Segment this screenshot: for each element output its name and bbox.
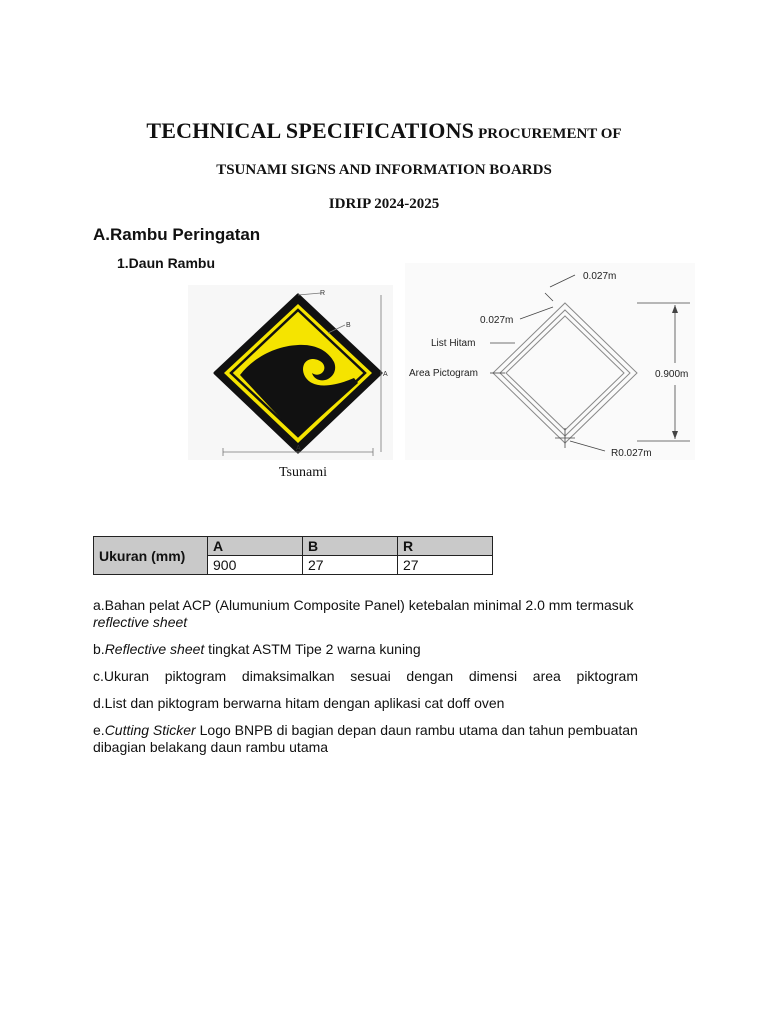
table-header-a: A bbox=[208, 537, 303, 556]
spec-item-d: d.List dan piktogram berwarna hitam dengan aplikasi cat doff oven bbox=[93, 695, 505, 711]
spec-item-a: a.Bahan pelat ACP (Alumunium Composite Panel) ketebalan minimal 2.0 mm termasuk reflective sheet bbox=[93, 597, 634, 630]
label-top-thickness: 0.027m bbox=[583, 271, 617, 282]
label-list-hitam: List Hitam bbox=[431, 338, 476, 349]
label-a-bottom: A bbox=[296, 445, 301, 452]
tsunami-sign-svg bbox=[188, 285, 393, 460]
title-line-2: TSUNAMI SIGNS AND INFORMATION BOARDS bbox=[216, 162, 552, 178]
spec-item-b: b.Reflective sheet tingkat ASTM Tipe 2 warna kuning bbox=[93, 641, 421, 657]
section-heading: A.Rambu Peringatan bbox=[93, 225, 261, 244]
label-b: B bbox=[346, 322, 351, 329]
size-table bbox=[93, 536, 493, 575]
title-suffix: PROCUREMENT OF bbox=[478, 126, 622, 142]
tsunami-sign-figure bbox=[188, 285, 393, 460]
label-r: R bbox=[320, 290, 326, 297]
table-value-b: 27 bbox=[303, 556, 398, 575]
title-main: TECHNICAL SPECIFICATIONS bbox=[146, 118, 475, 143]
document-title bbox=[0, 118, 768, 144]
label-area-pictogram: Area Pictogram bbox=[409, 368, 478, 379]
figure-caption: Tsunami bbox=[278, 465, 327, 480]
table-row bbox=[94, 537, 493, 556]
spec-list bbox=[93, 597, 638, 766]
label-mid-thickness: 0.027m bbox=[480, 315, 514, 326]
label-a-side: A bbox=[383, 371, 388, 378]
subsection-heading: 1.Daun Rambu bbox=[117, 255, 216, 271]
table-header-r: R bbox=[398, 537, 493, 556]
technical-drawing-figure bbox=[405, 263, 695, 460]
title-line-3: IDRIP 2024-2025 bbox=[328, 196, 440, 212]
spec-item-c: c.Ukuran piktogram dimaksimalkan sesuai dengan dimensi area piktogram bbox=[93, 668, 638, 684]
spec-item-e: e.Cutting Sticker Logo BNPB di bagian depan daun rambu utama dan tahun pembuatan dibagian belakang daun rambu utama bbox=[93, 722, 638, 755]
table-lead-cell: Ukuran (mm) bbox=[94, 537, 208, 575]
label-height: 0.900m bbox=[655, 369, 689, 380]
table-value-a: 900 bbox=[208, 556, 303, 575]
table-value-r: 27 bbox=[398, 556, 493, 575]
label-radius: R0.027m bbox=[611, 448, 652, 459]
technical-drawing-svg bbox=[405, 263, 695, 460]
table-header-b: B bbox=[303, 537, 398, 556]
